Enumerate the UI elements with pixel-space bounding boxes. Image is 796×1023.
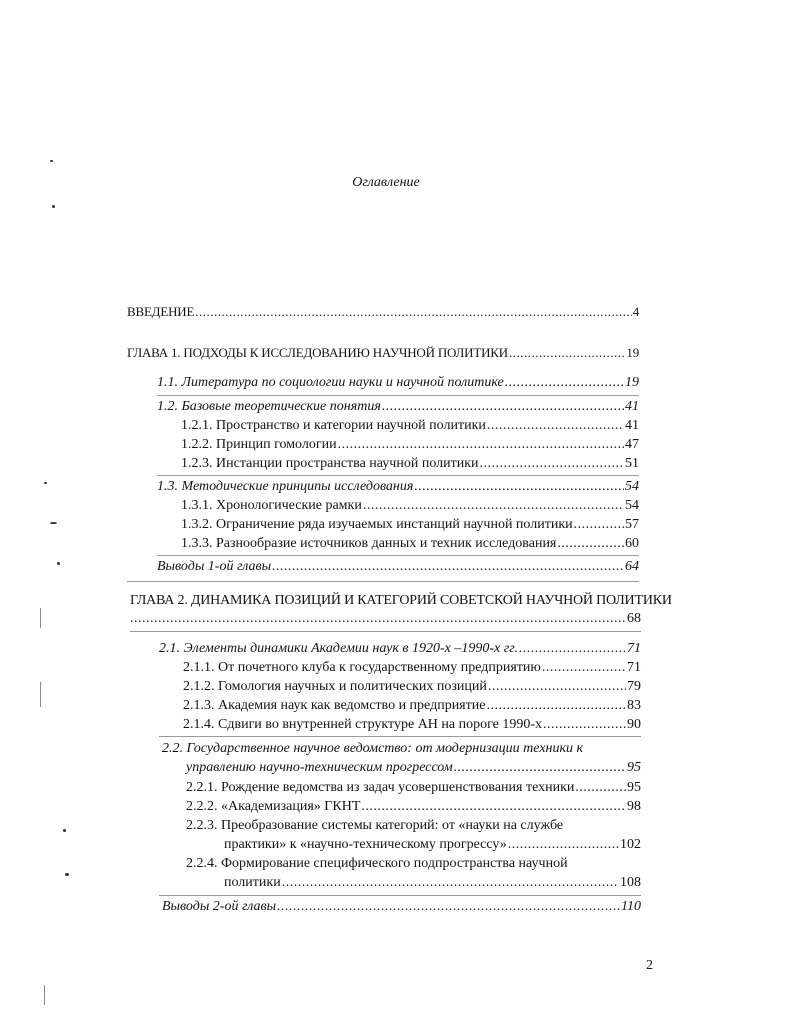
dot-leader [505,373,624,393]
toc-entry-2-1-4[interactable] [183,715,641,735]
toc-entry-label: ВВЕДЕНИЕ [127,304,195,319]
toc-entry-label: 2.1.3. Академия наук как ведомство и предприятие [183,698,486,713]
toc-entry-page: 71 [627,641,641,656]
toc-entry-1-3-2[interactable] [181,515,639,535]
scan-speck [65,873,69,876]
scan-speck [50,160,53,162]
toc-entry-label: 1.1. Литература по социологии науки и научной политике [157,375,504,390]
toc-entry-label: 1.3.1. Хронологические рамки [181,498,362,513]
toc-entry-conclusions-1[interactable] [157,557,639,577]
toc-entry-label: 1.2.3. Инстанции пространства научной политики [181,456,479,471]
toc-entry-1-3-1[interactable] [181,496,639,516]
toc-entry-label: 2.2.2. «Академизация» ГКНТ [186,799,361,814]
dot-leader [486,696,626,716]
toc-entry-page: 79 [627,679,641,694]
dot-leader [557,534,624,554]
scan-margin-line [44,985,45,1005]
toc-title: Оглавление [352,175,420,190]
dot-leader [363,496,624,516]
scan-speck [52,205,55,208]
dot-leader [282,873,619,893]
scan-speck [44,482,47,484]
toc-entry-label: 1.3.2. Ограничение ряда изучаемых инстанций научной политики [181,517,573,532]
toc-entry-chapter-2-label[interactable]: ГЛАВА 2. ДИНАМИКА ПОЗИЦИЙ И КАТЕГОРИЙ СОВЕТСКОЙ НАУЧНОЙ ПОЛИТИКИ [130,593,672,608]
toc-entry-2-2[interactable] [186,758,641,778]
section-divider [159,895,641,896]
toc-entry-page: 71 [627,660,641,675]
chapter-divider [130,631,641,632]
toc-entry-introduction[interactable] [127,302,639,322]
toc-entry-1-1[interactable] [157,373,639,393]
toc-entry-2-1-2[interactable] [183,677,641,697]
toc-entry-page: 51 [625,456,639,471]
dot-leader [543,715,626,735]
toc-entry-label: 2.1.4. Сдвиги во внутренней структуре АН на пороге 1990-х [183,717,543,732]
toc-entry-page: 57 [625,517,639,532]
toc-entry-2-2-1[interactable] [186,778,641,798]
toc-entry-2-2-2[interactable] [186,797,641,817]
toc-entry-page: 64 [625,559,639,574]
toc-entry-2-2-3-label-line1[interactable]: 2.2.3. Преобразование системы категорий: от «науки на службе [186,818,564,833]
toc-entry-label: 2.1.2. Гомология научных и политических позиций [183,679,487,694]
toc-entry-label: управлению научно-техническим прогрессом [186,760,453,775]
toc-entry-page: 95 [627,760,641,775]
scan-speck [63,829,66,832]
toc-entry-page: 98 [627,799,641,814]
toc-entry-label: практики» к «научно-техническому прогрессу» [224,837,507,852]
toc-entry-label: 1.2. Базовые теоретические понятия [157,399,381,414]
toc-entry-page: 4 [632,304,639,319]
dot-leader [509,343,625,363]
toc-entry-page: 19 [626,345,639,360]
scan-margin-line [40,682,41,707]
dot-leader [454,758,626,778]
section-divider [157,475,639,476]
toc-entry-1-3[interactable] [157,477,639,497]
dot-leader [487,416,624,436]
dot-leader [508,835,619,855]
toc-entry-label: 1.2.2. Принцип гомологии [181,437,337,452]
toc-entry-conclusions-2[interactable] [162,897,641,917]
dot-leader [575,778,626,798]
toc-entry-1-2-2[interactable] [181,435,639,455]
toc-entry-page: 83 [627,698,641,713]
toc-entry-label: политики [224,875,281,890]
toc-entry-label: 2.1. Элементы динамики Академии наук в 1920-х –1990-х гг. [159,641,518,656]
section-divider [157,555,639,556]
section-divider [157,395,639,396]
toc-entry-page: 41 [625,418,639,433]
toc-entry-chapter-2[interactable] [130,609,641,629]
toc-entry-page: 68 [627,611,641,626]
dot-leader [542,658,626,678]
toc-entry-page: 60 [625,536,639,551]
toc-entry-page: 108 [620,875,641,890]
toc-entry-chapter-1[interactable] [127,343,639,363]
toc-entry-label: 2.1.1. От почетного клуба к государственному предприятию [183,660,541,675]
dot-leader [272,557,624,577]
toc-entry-2-2-4[interactable] [224,873,641,893]
toc-entry-label: Выводы 2-ой главы [162,899,277,914]
toc-entry-1-2-1[interactable] [181,416,639,436]
dot-leader [414,477,624,497]
toc-entry-2-2-label-line1[interactable]: 2.2. Государственное научное ведомство: от модернизации техники к [162,741,584,756]
toc-entry-label: 2.2.1. Рождение ведомства из задач усовершенствования техники [186,780,575,795]
toc-entry-page: 41 [625,399,639,414]
toc-entry-1-2-3[interactable] [181,454,639,474]
toc-entry-2-1-3[interactable] [183,696,641,716]
chapter-divider [127,581,639,582]
toc-entry-page: 19 [625,375,639,390]
toc-entry-page: 47 [625,437,639,452]
toc-entry-2-1-1[interactable] [183,658,641,678]
toc-entry-label: 1.3.3. Разнообразие источников данных и техник исследования [181,536,557,551]
toc-entry-1-3-3[interactable] [181,534,639,554]
page-number: 2 [646,958,653,973]
toc-entry-page: 110 [621,899,641,914]
toc-entry-page: 54 [625,479,639,494]
dot-leader [382,397,624,417]
toc-entry-1-2[interactable] [157,397,639,417]
dot-leader [480,454,624,474]
scan-speck [57,562,60,565]
dot-leader [488,677,626,697]
scan-margin-line [40,608,41,628]
dot-leader [195,302,631,322]
scan-speck [50,522,57,524]
toc-entry-label: 1.2.1. Пространство и категории научной политики [181,418,486,433]
toc-entry-page: 54 [625,498,639,513]
dot-leader [574,515,624,535]
toc-entry-2-2-3[interactable] [224,835,641,855]
toc-entry-label: 1.3. Методические принципы исследования [157,479,414,494]
dot-leader [277,897,620,917]
toc-entry-2-2-4-label-line1[interactable]: 2.2.4. Формирование специфического подпространства научной [186,856,568,871]
dot-leader [338,435,624,455]
toc-entry-label: ГЛАВА 1. ПОДХОДЫ К ИССЛЕДОВАНИЮ НАУЧНОЙ ПОЛИТИКИ [127,345,508,360]
dot-leader [361,797,626,817]
dot-leader [130,609,626,629]
toc-entry-page: 95 [627,780,641,795]
toc-entry-label: Выводы 1-ой главы [157,559,272,574]
toc-entry-page: 90 [627,717,641,732]
section-divider [159,736,641,737]
toc-entry-page: 102 [620,837,641,852]
dot-leader [519,639,626,659]
toc-entry-2-1[interactable] [159,639,641,659]
